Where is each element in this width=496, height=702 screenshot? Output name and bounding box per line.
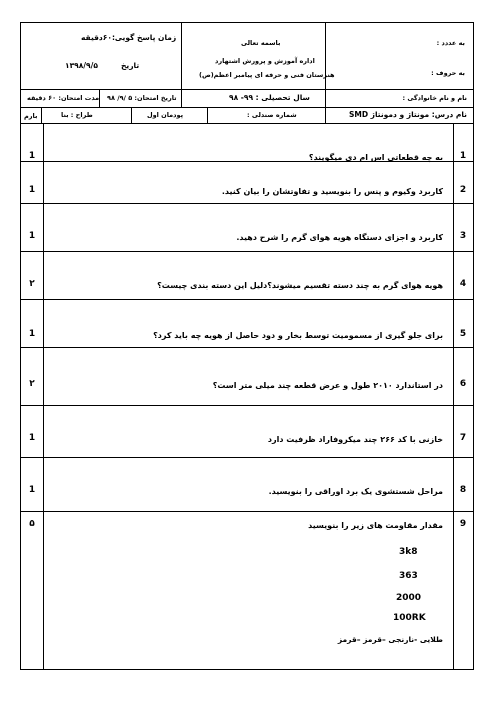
question-number: 4: [459, 279, 467, 289]
resistor-code-item: 100RK: [393, 613, 426, 623]
info1-div-b: [181, 89, 182, 107]
student-name-label: نام و نام خانوادگی :: [402, 94, 467, 102]
date-label: تاریخ: [121, 61, 140, 70]
question-text: خازنی با کد ۲۶۶ چند میکروفاراد ظرفیت دارد: [267, 435, 443, 444]
row-line-3: [21, 251, 473, 252]
module-name: پودمان اول: [147, 111, 184, 119]
question-score: ۵: [29, 519, 35, 529]
question-score: 1: [28, 185, 36, 195]
education-office: اداره آموزش و پرورش اشتهارد: [215, 57, 315, 65]
resistor-code-item: 2000: [396, 593, 422, 603]
question-text: مقدار مقاومت های زیر را بنویسید: [308, 521, 443, 530]
info2-div-a: [41, 107, 42, 123]
exam-duration: مدت امتحان: ۶۰ دقیقه: [27, 94, 100, 102]
seat-number-label: شماره صندلی :: [247, 111, 297, 119]
header-bottom-line: [21, 89, 473, 90]
designer-name: طراح : بنا: [61, 111, 93, 119]
question-score: 1: [28, 231, 36, 241]
info2-div-d: [325, 107, 326, 123]
row-line-2: [21, 203, 473, 204]
question-score: 1: [28, 433, 36, 443]
question-text: در استاندارد ۲۰۱۰ طول و عرض قطعه چند میلی متر است؟: [212, 381, 443, 390]
answer-time: زمان پاسخ گویی:۶۰دقیقه: [81, 33, 177, 42]
score-words-label: به حروف :: [431, 69, 465, 77]
question-text: هویه هوای گرم به چند دسته تقسیم میشوند؟دلیل این دسته بندی چیست؟: [157, 281, 443, 290]
exam-date: تاریخ امتحان: ۵ /۹/ ۹۸: [107, 94, 177, 102]
question-score: 1: [28, 329, 36, 339]
header-divider-left: [181, 23, 182, 89]
score-number-label: به عددد :: [436, 39, 465, 47]
info2-div-b: [131, 107, 132, 123]
question-score: 1: [28, 151, 36, 161]
score-column-line: [43, 123, 44, 669]
question-number: 6: [459, 379, 467, 389]
question-number: 5: [459, 329, 467, 339]
row-line-5: [21, 347, 473, 348]
resistor-code-item: 363: [399, 571, 418, 581]
question-text: کاربرد وکیوم و پنس را بنویسید و تفاوتشان را بیان کنید.: [221, 187, 443, 196]
row-line-8: [21, 511, 473, 512]
question-score: ۲: [29, 279, 35, 289]
row-line-7: [21, 457, 473, 458]
question-text: برای جلو گیری از مسمومیت توسط بخار و دود حاصل از هویه چه باید کرد؟: [153, 331, 443, 340]
question-number: 8: [459, 485, 467, 495]
question-number: 3: [459, 231, 467, 241]
question-number: 9: [459, 519, 467, 529]
question-number: 1: [459, 151, 467, 161]
info2-div-c: [207, 107, 208, 123]
school-year: سال تحصیلی : ۹۹- ۹۸: [229, 93, 310, 102]
row-line-6: [21, 405, 473, 406]
resistor-code-item: 3k8: [399, 547, 418, 557]
info-row2-bottom: [21, 123, 473, 124]
question-text: کاربرد و اجزای دستگاه هویه هوای گرم را شرح دهید.: [236, 233, 443, 242]
row-line-4: [21, 299, 473, 300]
question-number: 7: [459, 433, 467, 443]
info1-div-a: [99, 89, 100, 107]
question-score: 1: [28, 485, 36, 495]
score-column-header: بارم: [24, 112, 38, 120]
exam-sheet: [20, 22, 474, 670]
subject-name: نام درس: مونتاژ و دمونتاژ SMD: [348, 110, 467, 119]
number-column-line: [453, 123, 454, 669]
date-value: ۱۳۹۸/۹/۵: [65, 61, 98, 70]
school-name: هنرستان فنی و حرفه ای پیامبر اعظم(ص): [199, 71, 335, 79]
question-text: مراحل شستشوی یک برد اوراقی را بنویسید.: [268, 487, 443, 496]
info1-div-c: [325, 89, 326, 107]
resistor-color-bands: طلایی -نارنجی –قرمز –قرمز: [337, 635, 443, 644]
question-number: 2: [459, 185, 467, 195]
question-score: ۲: [29, 379, 35, 389]
info-row1-bottom: [21, 107, 473, 108]
basmala: باسمه تعالی: [241, 39, 281, 47]
header-divider-right: [325, 23, 326, 89]
question-text: به چه قطعاتی اس ام دی میگویند؟: [308, 153, 443, 162]
